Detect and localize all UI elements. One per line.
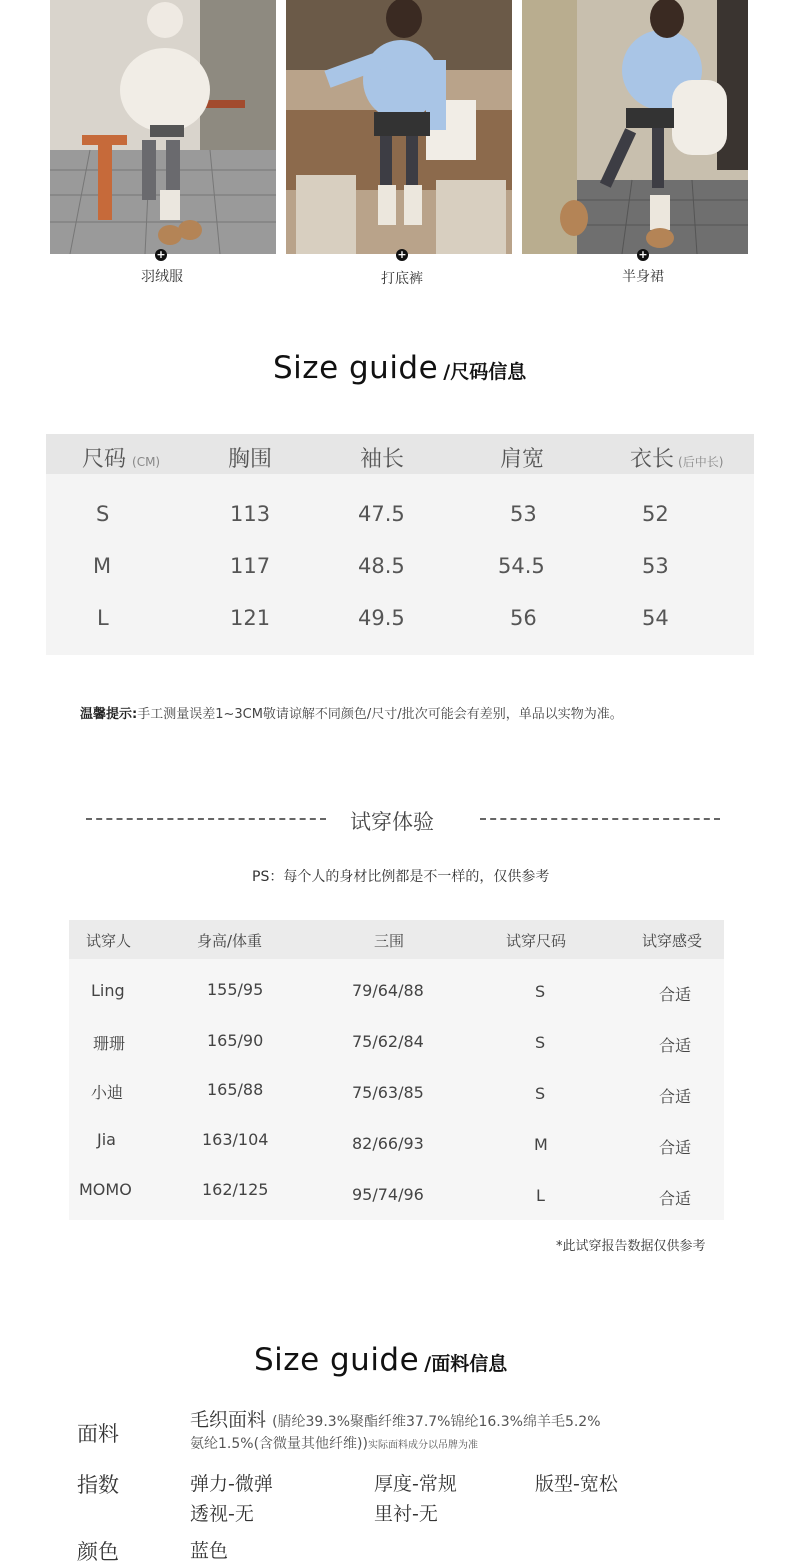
size-cell: 48.5 xyxy=(358,554,405,578)
try-header-person: 试穿人 xyxy=(86,932,132,950)
try-cell-height-weight: 163/104 xyxy=(202,1130,269,1149)
color-value: 蓝色 xyxy=(190,1540,229,1562)
try-header-height-weight: 身高/体重 xyxy=(197,932,263,950)
size-guide-subtitle: /尺码信息 xyxy=(443,361,527,383)
try-cell-feel: 合适 xyxy=(659,1189,692,1208)
try-cell-person: MOMO xyxy=(79,1180,132,1199)
size-cell: L xyxy=(97,606,109,630)
try-cell-size: S xyxy=(535,1033,546,1052)
material-detail-note: 实际面料成分以吊牌为准 xyxy=(367,1440,478,1451)
index-label: 指数 xyxy=(77,1473,119,1497)
size-header-chest: 胸围 xyxy=(228,447,273,472)
plus-icon[interactable]: + xyxy=(397,248,407,261)
size-cell: 54 xyxy=(642,606,669,630)
measurement-notice xyxy=(80,703,623,722)
index-item: 里衬-无 xyxy=(374,1503,438,1525)
index-item: 版型-宽松 xyxy=(535,1473,618,1495)
try-cell-feel: 合适 xyxy=(659,1036,692,1055)
try-on-ps: PS：每个人的身材比例都是不一样的，仅供参考 xyxy=(252,869,550,885)
try-on-table-header xyxy=(69,920,724,959)
try-cell-height-weight: 155/95 xyxy=(207,980,264,999)
size-cell: 53 xyxy=(510,502,537,526)
notice-label: 温馨提示: xyxy=(80,707,138,722)
try-on-table xyxy=(69,920,724,1220)
try-cell-person: 小迪 xyxy=(91,1083,124,1102)
product-photo-1[interactable] xyxy=(50,0,276,254)
divider-left xyxy=(86,818,326,820)
try-cell-feel: 合适 xyxy=(659,1087,692,1106)
size-cell: 52 xyxy=(642,502,669,526)
try-cell-measurements: 82/66/93 xyxy=(352,1134,424,1153)
try-header-feel: 试穿感受 xyxy=(642,932,703,950)
size-cell: 53 xyxy=(642,554,669,578)
product-photo-2[interactable] xyxy=(286,0,512,254)
fabric-subtitle: /面料信息 xyxy=(424,1353,508,1375)
try-on-title: 试穿体验 xyxy=(350,810,434,834)
fabric-title: Size guide xyxy=(254,1342,420,1378)
plus-icon[interactable]: + xyxy=(156,248,166,261)
try-cell-size: M xyxy=(534,1135,548,1154)
material-line-2 xyxy=(190,1431,478,1453)
material-main: 毛织面料 xyxy=(190,1409,267,1431)
photo-caption-2: 打底裤 xyxy=(381,271,423,287)
try-cell-size: S xyxy=(535,982,546,1001)
plus-icon[interactable]: + xyxy=(638,248,648,261)
size-cell: 121 xyxy=(230,606,271,630)
size-cell: M xyxy=(93,554,112,578)
index-item: 透视-无 xyxy=(190,1503,254,1525)
size-cell: 113 xyxy=(230,502,271,526)
size-cell: 49.5 xyxy=(358,606,405,630)
photo-caption-1: 羽绒服 xyxy=(141,269,183,285)
fabric-heading xyxy=(254,1342,507,1378)
size-cell: S xyxy=(96,502,110,526)
index-item: 弹力-微弹 xyxy=(190,1473,273,1495)
try-cell-height-weight: 165/88 xyxy=(207,1080,264,1099)
index-item: 厚度-常规 xyxy=(374,1473,457,1495)
try-cell-measurements: 75/62/84 xyxy=(352,1032,424,1051)
try-cell-measurements: 95/74/96 xyxy=(352,1185,424,1204)
material-detail-1: (腈纶39.3%聚酯纤维37.7%锦纶16.3%绵羊毛5.2% xyxy=(272,1414,601,1430)
try-header-measurements: 三围 xyxy=(374,932,405,950)
try-header-size: 试穿尺码 xyxy=(506,932,567,950)
size-guide-heading xyxy=(273,350,526,386)
material-label: 面料 xyxy=(77,1422,119,1446)
size-guide-title: Size guide xyxy=(273,350,439,386)
notice-text: 手工测量误差1~3CM敬请谅解不同颜色/尺寸/批次可能会有差别，单品以实物为准。 xyxy=(137,707,623,722)
size-header-sleeve: 袖长 xyxy=(360,447,405,472)
color-label: 颜色 xyxy=(77,1540,119,1564)
try-cell-size: S xyxy=(535,1084,546,1103)
material-detail-2: 氨纶1.5%(含微量其他纤维)) xyxy=(190,1436,368,1452)
try-cell-feel: 合适 xyxy=(659,985,692,1004)
size-cell: 47.5 xyxy=(358,502,405,526)
try-cell-size: L xyxy=(536,1186,545,1205)
size-cell: 117 xyxy=(230,554,271,578)
divider-right xyxy=(480,818,720,820)
try-cell-height-weight: 165/90 xyxy=(207,1031,264,1050)
try-cell-person: 珊珊 xyxy=(93,1034,126,1053)
size-cell: 54.5 xyxy=(498,554,545,578)
size-table-header xyxy=(46,434,754,474)
photo-caption-3: 半身裙 xyxy=(622,269,664,285)
size-header-size: 尺码 (CM) xyxy=(82,447,161,472)
material-line-1 xyxy=(190,1405,601,1432)
size-table xyxy=(46,434,754,655)
size-header-shoulder: 肩宽 xyxy=(500,447,545,472)
try-cell-measurements: 79/64/88 xyxy=(352,981,424,1000)
try-cell-person: Jia xyxy=(97,1130,116,1149)
try-cell-feel: 合适 xyxy=(659,1138,692,1157)
size-header-length: 衣长 (后中长) xyxy=(630,447,724,472)
try-cell-measurements: 75/63/85 xyxy=(352,1083,424,1102)
product-photo-3[interactable] xyxy=(522,0,748,254)
try-cell-height-weight: 162/125 xyxy=(202,1180,269,1199)
try-cell-person: Ling xyxy=(91,981,125,1000)
size-cell: 56 xyxy=(510,606,537,630)
try-on-footnote: *此试穿报告数据仅供参考 xyxy=(556,1239,706,1254)
